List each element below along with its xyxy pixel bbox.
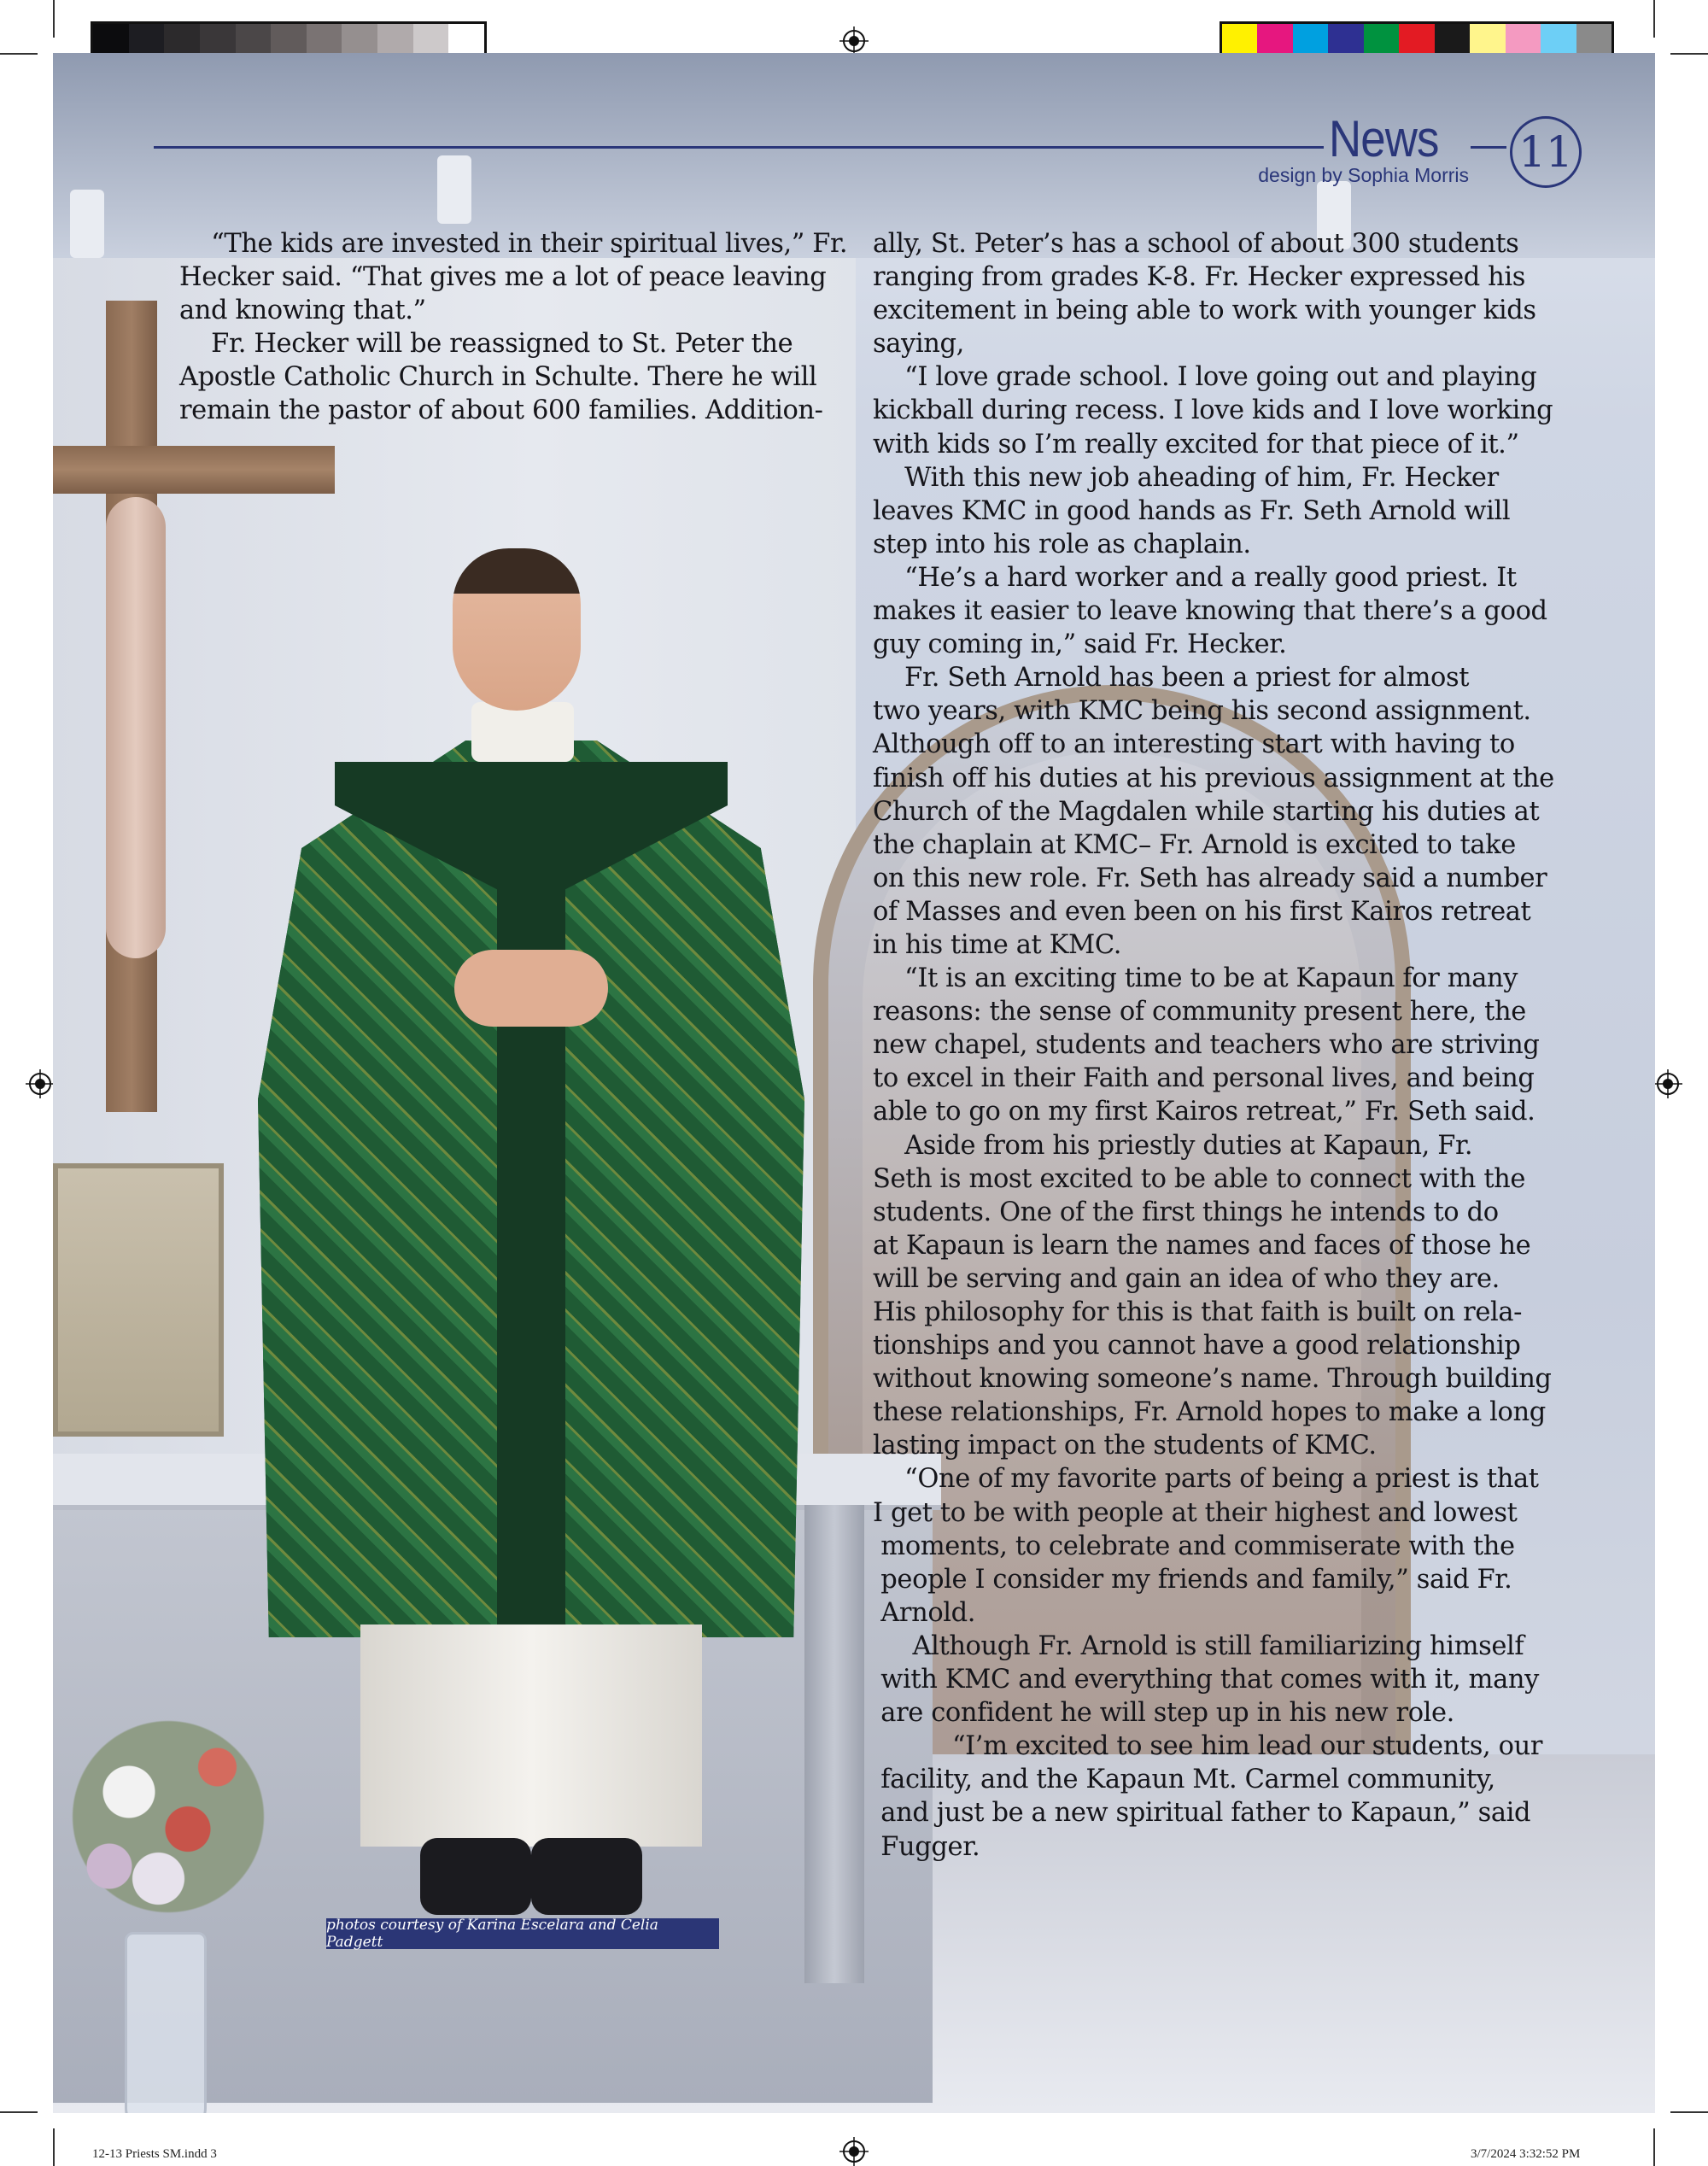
text-line: lasting impact on the students of KMC. <box>873 1431 1377 1461</box>
crop-mark <box>53 0 55 38</box>
article-column-right <box>873 227 1556 1864</box>
slug-timestamp: 3/7/2024 3:32:52 PM <box>1471 2147 1581 2161</box>
photo-credit: photos courtesy of Karina Escelara and Celia Padgett <box>326 1918 719 1949</box>
text-line: Fr. Hecker will be reassigned to St. Peter the <box>179 329 793 360</box>
section-title: News <box>1329 110 1439 167</box>
text-line: His philosophy for this is that faith is built on rela- <box>873 1297 1523 1327</box>
amice-collar <box>471 702 574 762</box>
text-line: Although Fr. Arnold is still familiarizing himself <box>873 1630 1524 1661</box>
text-line: at Kapaun is learn the names and faces of those he <box>873 1230 1531 1261</box>
text-line: with KMC and everything that comes with it, many <box>873 1665 1539 1695</box>
color-swatch <box>200 24 236 56</box>
text-line: Seth is most excited to be able to connect with the <box>873 1163 1526 1194</box>
text-line: remain the pastor of about 600 families. Addition- <box>179 395 823 426</box>
text-line: these relationships, Fr. Arnold hopes to make a long <box>873 1397 1546 1428</box>
priest-hands <box>454 950 608 1027</box>
text-line: facility, and the Kapaun Mt. Carmel community, <box>873 1765 1495 1795</box>
crop-mark <box>0 2111 38 2113</box>
color-swatch <box>271 24 307 56</box>
color-swatch <box>1399 24 1434 56</box>
text-line: Hecker said. “That gives me a lot of peace leaving <box>179 262 827 293</box>
priest-in-green-chasuble-icon <box>224 540 839 1941</box>
crop-mark <box>53 2128 55 2166</box>
text-line: with kids so I’m really excited for that piece of it.” <box>873 429 1519 460</box>
text-line: “I’m excited to see him lead our students, our <box>873 1731 1543 1762</box>
chasuble-orphrey <box>497 762 565 1633</box>
text-line: saying, <box>873 329 964 360</box>
designer-credit: design by Sophia Morris <box>1258 164 1469 186</box>
crop-mark <box>1670 2111 1708 2113</box>
text-line: will be serving and gain an idea of who they are. <box>873 1263 1500 1294</box>
text-line: tionships and you cannot have a good relationship <box>873 1331 1521 1361</box>
header-rule <box>154 146 1324 149</box>
text-line: “I love grade school. I love going out and playing <box>873 362 1537 393</box>
text-line: Arnold. <box>873 1597 976 1628</box>
color-swatch <box>1435 24 1470 56</box>
text-line: excitement in being able to work with younger kids <box>873 296 1536 326</box>
registration-mark-icon <box>839 2137 869 2166</box>
crop-mark <box>1653 2128 1655 2166</box>
color-swatch <box>129 24 165 56</box>
text-line: reasons: the sense of community present here, the <box>873 997 1526 1027</box>
text-line: “It is an exciting time to be at Kapaun for many <box>873 963 1518 994</box>
shoe <box>531 1838 642 1915</box>
text-line: students. One of the first things he intends to do <box>873 1197 1499 1227</box>
text-line: step into his role as chaplain. <box>873 529 1251 559</box>
crop-mark <box>1653 0 1655 38</box>
text-line: on this new role. Fr. Seth has already said a number <box>873 863 1547 893</box>
text-line: people I consider my friends and family,” said Fr. <box>873 1564 1512 1595</box>
crucifix-crossbar <box>53 446 335 494</box>
color-swatch <box>413 24 449 56</box>
text-line: moments, to celebrate and commiserate with the <box>873 1531 1515 1561</box>
crop-mark <box>0 53 38 55</box>
text-line: new chapel, students and teachers who are striving <box>873 1030 1540 1061</box>
text-line: able to go on my first Kairos retreat,” Fr. Seth said. <box>873 1097 1535 1127</box>
color-swatch <box>1506 24 1541 56</box>
color-swatch <box>164 24 200 56</box>
text-line: and knowing that.” <box>179 296 426 326</box>
color-swatch <box>1541 24 1576 56</box>
color-swatch <box>342 24 377 56</box>
color-swatch <box>1328 24 1363 56</box>
ceiling-light <box>70 190 104 258</box>
text-line: finish off his duties at his previous assignment at the <box>873 763 1554 793</box>
color-swatch <box>236 24 272 56</box>
text-line: leaves KMC in good hands as Fr. Seth Arnold will <box>873 495 1511 526</box>
color-swatch <box>307 24 342 56</box>
registration-mark-icon <box>839 26 869 56</box>
text-line: I get to be with people at their highest and lowest <box>873 1497 1518 1528</box>
page-number: 11 <box>1510 116 1582 188</box>
color-swatch <box>93 24 129 56</box>
article-column-left <box>179 227 854 428</box>
text-line: kickball during recess. I love kids and I love working <box>873 395 1553 426</box>
text-line: “One of my favorite parts of being a priest is that <box>873 1464 1539 1495</box>
text-line: to excel in their Faith and personal lives, and being <box>873 1063 1535 1094</box>
text-line: Aside from his priestly duties at Kapaun, Fr. <box>873 1130 1473 1161</box>
alb <box>360 1624 702 1847</box>
text-line: Church of the Magdalen while starting his duties at <box>873 796 1540 827</box>
slug-filename: 12-13 Priests SM.indd 3 <box>92 2147 217 2161</box>
registration-mark-icon <box>26 1069 55 1098</box>
text-line: of Masses and even been on his first Kairos retreat <box>873 896 1531 927</box>
text-line: “He’s a hard worker and a really good priest. It <box>873 562 1517 593</box>
color-swatch <box>1470 24 1505 56</box>
priest-head <box>453 548 581 711</box>
text-line: ranging from grades K-8. Fr. Hecker expressed his <box>873 262 1526 293</box>
text-line: the chaplain at KMC– Fr. Arnold is excited to take <box>873 829 1516 860</box>
text-line: guy coming in,” said Fr. Hecker. <box>873 629 1287 660</box>
text-line: Fugger. <box>873 1831 980 1862</box>
text-line: Apostle Catholic Church in Schulte. There he will <box>179 362 817 393</box>
text-line: With this new job aheading of him, Fr. Hecker <box>873 462 1499 493</box>
text-line: “The kids are invested in their spiritual lives,” Fr. <box>179 229 848 259</box>
text-line: and just be a new spiritual father to Kapaun,” said <box>873 1798 1531 1829</box>
text-line: two years, with KMC being his second assignment. <box>873 696 1531 727</box>
header-rule-right <box>1471 146 1506 149</box>
corpus-figure <box>106 497 166 958</box>
color-swatch <box>377 24 413 56</box>
color-swatch <box>1576 24 1611 56</box>
color-swatch <box>1257 24 1292 56</box>
registration-mark-icon <box>1653 1069 1682 1098</box>
text-line: makes it easier to leave knowing that there’s a good <box>873 596 1547 627</box>
color-swatch <box>1364 24 1399 56</box>
color-swatch <box>448 24 484 56</box>
text-line: in his time at KMC. <box>873 929 1122 960</box>
text-line: ally, St. Peter’s has a school of about 300 students <box>873 229 1519 259</box>
glass-vase <box>125 1932 207 2113</box>
text-line: Fr. Seth Arnold has been a priest for almost <box>873 663 1470 694</box>
text-line: are confident he will step up in his new role. <box>873 1698 1454 1729</box>
shoe <box>420 1838 531 1915</box>
color-swatch <box>1293 24 1328 56</box>
color-swatch <box>1222 24 1257 56</box>
text-line: Although off to an interesting start with having to <box>873 729 1515 760</box>
crop-mark <box>1670 53 1708 55</box>
ceiling-light <box>437 155 471 224</box>
tabernacle <box>53 1163 224 1437</box>
text-line: without knowing someone’s name. Through building <box>873 1364 1552 1395</box>
